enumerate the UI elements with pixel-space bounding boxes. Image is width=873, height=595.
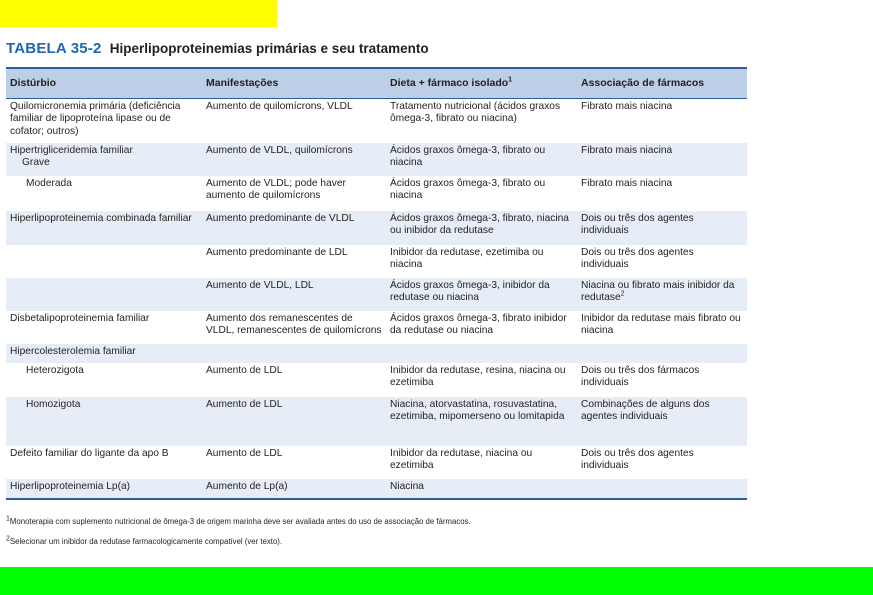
- diet-cell: Niacina: [386, 479, 577, 499]
- table-row: [6, 211, 747, 245]
- manifest-cell: Aumento de VLDL, LDL: [202, 278, 386, 311]
- combo-cell: Dois ou três dos agentes individuais: [577, 245, 747, 278]
- manifest-cell: Aumento predominante de LDL: [202, 245, 386, 278]
- table-row: [6, 176, 747, 211]
- table-row: [6, 344, 747, 363]
- disorder-cell: [6, 245, 202, 278]
- manifest-cell: Aumento predominante de VLDL: [202, 211, 386, 245]
- table-row: [6, 99, 747, 143]
- combo-cell: Fibrato mais niacina: [577, 99, 747, 143]
- manifest-cell: Aumento de VLDL, quilomícrons: [202, 143, 386, 176]
- table-row: [6, 479, 747, 499]
- table-caption: Hiperlipoproteinemias primárias e seu tratamento: [109, 41, 429, 56]
- table-row: [6, 311, 747, 344]
- disorder-cell: Hiperlipoproteinemia Lp(a): [6, 479, 202, 499]
- manifest-cell: Aumento de quilomícrons, VLDL: [202, 99, 386, 143]
- subtype-label: Grave: [22, 156, 50, 168]
- disorder-cell: Heterozigota: [6, 363, 202, 397]
- table-row: [6, 363, 747, 397]
- combo-cell: Fibrato mais niacina: [577, 176, 747, 211]
- disorder-cell: Moderada: [6, 176, 202, 211]
- diet-cell: Niacina, atorvastatina, rosuvastatina, ezetimiba, mipomerseno ou lomitapida: [386, 397, 577, 446]
- combo-cell: Dois ou três dos fármacos individuais: [577, 363, 747, 397]
- header-disorder: Distúrbio: [6, 68, 202, 99]
- combo-cell: Niacina ou fibrato mais inibidor da redutase$^2$: [577, 278, 747, 311]
- combo-cell: Dois ou três dos agentes individuais: [577, 211, 747, 245]
- combo-cell: Inibidor da redutase mais fibrato ou niacina: [577, 311, 747, 344]
- footnote-ref-1: 1: [508, 76, 513, 84]
- lipoprotein-table: [6, 67, 747, 500]
- diet-cell: Ácidos graxos ômega-3, fibrato inibidor da redutase ou niacina: [386, 311, 577, 344]
- diet-cell: Ácidos graxos ômega-3, fibrato, niacina ou inibidor da redutase: [386, 211, 577, 245]
- table-row: [6, 397, 747, 446]
- green-highlight: [0, 567, 873, 595]
- diet-cell: [386, 344, 577, 363]
- table-number: TABELA 35-2: [6, 40, 102, 57]
- combo-cell: Fibrato mais niacina: [577, 143, 747, 176]
- manifest-cell: [202, 344, 386, 363]
- diet-cell: Tratamento nutricional (ácidos graxos ômega-3, fibrato ou niacina): [386, 99, 577, 143]
- disorder-cell: Homozigota: [6, 397, 202, 446]
- manifest-cell: Aumento de LDL: [202, 446, 386, 479]
- combo-cell: Combinações de alguns dos agentes individuais: [577, 397, 747, 446]
- table-row: [6, 278, 747, 311]
- table-row: [6, 245, 747, 278]
- footnote-ref-2: 2: [620, 290, 625, 298]
- diet-cell: Inibidor da redutase, resina, niacina ou ezetimiba: [386, 363, 577, 397]
- combo-cell: [577, 479, 747, 499]
- diet-cell: Ácidos graxos ômega-3, fibrato ou niacina: [386, 143, 577, 176]
- header-combination: Associação de fármacos: [577, 68, 747, 99]
- header-row: [6, 68, 747, 99]
- disorder-cell: [6, 278, 202, 311]
- disorder-cell: Hiperlipoproteinemia combinada familiar: [6, 211, 202, 245]
- footnote-2: $^2$Selecionar um inibidor da redutase farmacologicamente compatível (ver texto).: [6, 535, 283, 546]
- disorder-cell: Disbetalipoproteinemia familiar: [6, 311, 202, 344]
- manifest-cell: Aumento de LDL: [202, 397, 386, 446]
- diet-cell: Inibidor da redutase, ezetimiba ou niacina: [386, 245, 577, 278]
- manifest-cell: Aumento de VLDL; pode haver aumento de quilomícrons: [202, 176, 386, 211]
- table-row: [6, 446, 747, 479]
- table-title: [6, 40, 429, 57]
- disorder-cell: Hipercolesterolemia familiar: [6, 344, 202, 363]
- manifest-cell: Aumento de LDL: [202, 363, 386, 397]
- header-diet: Dieta + fármaco isolado$^1$: [386, 68, 577, 99]
- manifest-cell: Aumento de Lp(a): [202, 479, 386, 499]
- combo-cell: Dois ou três dos agentes individuais: [577, 446, 747, 479]
- header-manifestations: Manifestações: [202, 68, 386, 99]
- diet-cell: Ácidos graxos ômega-3, inibidor da redutase ou niacina: [386, 278, 577, 311]
- manifest-cell: Aumento dos remanescentes de VLDL, remanescentes de quilomícrons: [202, 311, 386, 344]
- yellow-highlight: [0, 0, 277, 27]
- disorder-cell: Defeito familiar do ligante da apo B: [6, 446, 202, 479]
- diet-cell: Inibidor da redutase, niacina ou ezetimiba: [386, 446, 577, 479]
- disorder-cell: Hipertrigliceridemia familiar Grave: [6, 143, 202, 176]
- diet-cell: Ácidos graxos ômega-3, fibrato ou niacina: [386, 176, 577, 211]
- footnote-1: $^1$Monoterapia com suplemento nutricional de ômega-3 de origem marinha deve ser avaliada antes do uso de associação de fármacos.: [6, 515, 471, 526]
- combo-cell: [577, 344, 747, 363]
- disorder-cell: Quilomicronemia primária (deficiência familiar de lipoproteína lipase ou de cofator; outros): [6, 99, 202, 143]
- table-row: [6, 143, 747, 176]
